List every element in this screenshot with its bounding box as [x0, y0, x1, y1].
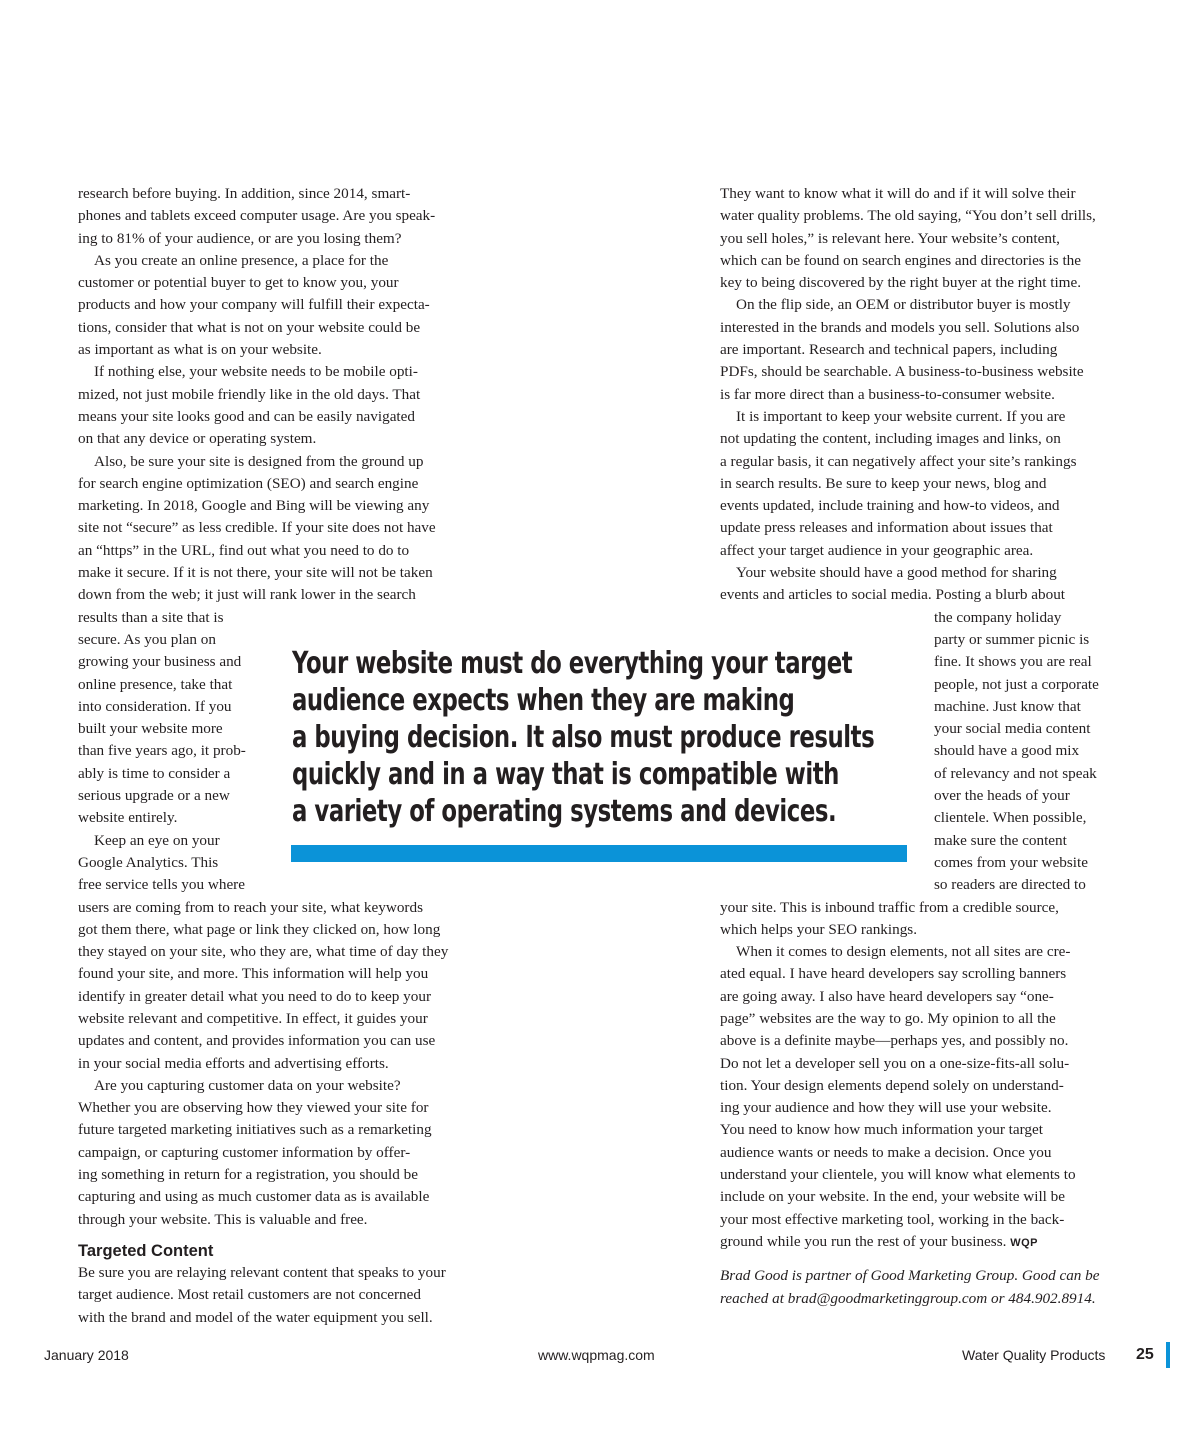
pull-quote: [292, 645, 875, 830]
body-line: Google Analytics. This: [78, 853, 219, 871]
body-line: research before buying. In addition, since 2014, smart-: [78, 185, 411, 202]
body-line: events updated, include training and how-to videos, and: [720, 497, 1060, 515]
body-line: so readers are directed to: [934, 876, 1086, 894]
body-line: PDFs, should be searchable. A business-to-business website: [720, 363, 1084, 381]
bio-line: Brad Good is partner of Good Marketing Group. Good can be: [720, 1267, 1100, 1285]
body-line: which helps your SEO rankings.: [720, 920, 917, 938]
body-line: got them there, what page or link they clicked on, how long: [78, 920, 441, 938]
body-line: over the heads of your: [934, 787, 1070, 805]
body-line-last: [720, 1231, 1130, 1253]
body-line: tion. Your design elements depend solely on understand-: [720, 1076, 1064, 1094]
body-line: ably is time to consider a: [78, 764, 231, 782]
body-line: On the flip side, an OEM or distributor buyer is mostly: [736, 296, 1071, 314]
body-line: your social media content: [934, 720, 1091, 738]
body-line: make it secure. If it is not there, your site will not be taken: [78, 564, 433, 582]
body-line: growing your business and: [78, 653, 242, 671]
body-line: free service tells you where: [78, 876, 245, 894]
body-line: It is important to keep your website current. If you are: [736, 407, 1066, 425]
body-line: down from the web; it just will rank lower in the search: [78, 586, 416, 604]
body-line: results than a site that is: [78, 608, 224, 626]
pull-quote-line: a buying decision. It also must produce results: [292, 720, 875, 755]
body-line: Also, be sure your site is designed from the ground up: [94, 452, 424, 470]
body-line: Are you capturing customer data on your website?: [94, 1076, 401, 1094]
body-line: which can be found on search engines and directories is the: [720, 251, 1081, 269]
body-line: they stayed on your site, who they are, what time of day they: [78, 943, 449, 961]
body-line: with the brand and model of the water equipment you sell.: [78, 1308, 433, 1326]
body-line: of relevancy and not speak: [934, 764, 1097, 782]
body-line: site not “secure” as less credible. If your site does not have: [78, 519, 436, 537]
section-subhead: Targeted Content: [78, 1241, 214, 1260]
page-number: 25: [1136, 1346, 1154, 1363]
body-line: clientele. When possible,: [934, 809, 1087, 827]
body-line: online presence, take that: [78, 675, 233, 693]
footer-url: www.wqpmag.com: [538, 1347, 655, 1363]
body-line: comes from your website: [934, 853, 1088, 871]
end-mark: WQP: [1010, 1236, 1038, 1249]
body-line-text: ground while you run the rest of your business.: [720, 1232, 1007, 1250]
body-line: Be sure you are relaying relevant content that speaks to your: [78, 1263, 446, 1281]
body-line: page” websites are the way to go. My opinion to all the: [720, 1009, 1056, 1027]
body-line: ing something in return for a registration, you should be: [78, 1166, 418, 1184]
body-line: fine. It shows you are real: [934, 653, 1092, 671]
body-line: should have a good mix: [934, 742, 1080, 760]
body-line: your most effective marketing tool, working in the back-: [720, 1210, 1065, 1228]
body-line: updates and content, and provides information you can use: [78, 1032, 436, 1050]
body-line: phones and tablets exceed computer usage. Are you speak-: [78, 207, 436, 225]
body-line: make sure the content: [934, 831, 1067, 849]
body-line: into consideration. If you: [78, 697, 232, 715]
body-line: target audience. Most retail customers are not concerned: [78, 1286, 421, 1304]
body-line: an “https” in the URL, find out what you need to do to: [78, 541, 410, 559]
body-line: ing to 81% of your audience, or are you losing them?: [78, 229, 402, 247]
body-line: the company holiday: [934, 608, 1062, 626]
body-line: Keep an eye on your: [94, 831, 220, 849]
footer-date: January 2018: [44, 1347, 129, 1363]
body-line: in your social media efforts and advertising efforts.: [78, 1054, 389, 1072]
pull-quote-line: Your website must do everything your target: [292, 646, 853, 681]
body-line: As you create an online presence, a place for the: [94, 251, 389, 269]
body-line: capturing and using as much customer data as is available: [78, 1188, 430, 1206]
pull-quote-line: audience expects when they are making: [292, 683, 795, 718]
body-line: You need to know how much information your target: [720, 1121, 1043, 1139]
body-line: a regular basis, it can negatively affect your site’s rankings: [720, 452, 1077, 470]
body-line: audience wants or needs to make a decision. Once you: [720, 1143, 1052, 1161]
bio-line: reached at brad@goodmarketinggroup.com or 484.902.8914.: [720, 1289, 1096, 1307]
author-bio: [720, 1265, 1130, 1310]
body-line: above is a definite maybe—perhaps yes, and possibly no.: [720, 1032, 1069, 1050]
body-line: on that any device or operating system.: [78, 430, 317, 448]
body-line: Do not let a developer sell you on a one-size-fits-all solu-: [720, 1054, 1070, 1072]
footer-magazine-name: Water Quality Products: [962, 1347, 1106, 1363]
body-line: affect your target audience in your geographic area.: [720, 541, 1034, 559]
body-line: They want to know what it will do and if it will solve their: [720, 185, 1076, 202]
body-line: mized, not just mobile friendly like in the old days. That: [78, 385, 421, 403]
body-line: events and articles to social media. Posting a blurb about: [720, 586, 1066, 604]
body-line: If nothing else, your website needs to be mobile opti-: [94, 363, 418, 381]
body-line: not updating the content, including images and links, on: [720, 430, 1061, 448]
body-line: are important. Research and technical papers, including: [720, 341, 1058, 359]
body-line: means your site looks good and can be easily navigated: [78, 407, 415, 425]
body-line: ing your audience and how they will use your website.: [720, 1099, 1052, 1117]
body-line: as important as what is on your website.: [78, 341, 322, 359]
body-line: include on your website. In the end, your website will be: [720, 1188, 1066, 1206]
body-line: through your website. This is valuable and free.: [78, 1210, 368, 1228]
body-line: tions, consider that what is not on your website could be: [78, 318, 421, 336]
body-line: your site. This is inbound traffic from a credible source,: [720, 898, 1059, 916]
body-line: When it comes to design elements, not all sites are cre-: [736, 943, 1071, 961]
body-line: future targeted marketing initiatives such as a remarketing: [78, 1121, 432, 1139]
body-line: found your site, and more. This information will help you: [78, 965, 429, 983]
body-line: in search results. Be sure to keep your news, blog and: [720, 474, 1047, 492]
body-line: update press releases and information about issues that: [720, 519, 1053, 537]
body-line: people, not just a corporate: [934, 675, 1099, 693]
pull-quote-line: a variety of operating systems and devices.: [292, 794, 837, 829]
body-line: key to being discovered by the right buyer at the right time.: [720, 274, 1082, 292]
body-line: customer or potential buyer to get to know you, your: [78, 274, 399, 292]
body-line: is far more direct than a business-to-consumer website.: [720, 385, 1055, 403]
body-line: products and how your company will fulfill their expecta-: [78, 296, 430, 314]
body-line: party or summer picnic is: [934, 630, 1090, 648]
body-line: are going away. I also have heard developers say “one-: [720, 987, 1054, 1005]
body-line: Your website should have a good method for sharing: [736, 564, 1057, 582]
body-line: campaign, or capturing customer information by offer-: [78, 1143, 411, 1161]
body-line: you sell holes,” is relevant here. Your website’s content,: [720, 229, 1060, 247]
body-line: users are coming from to reach your site, what keywords: [78, 898, 423, 916]
body-line: built your website more: [78, 720, 223, 738]
body-line: marketing. In 2018, Google and Bing will be viewing any: [78, 497, 430, 515]
body-line: water quality problems. The old saying, “You don’t sell drills,: [720, 207, 1096, 225]
body-line: interested in the brands and models you sell. Solutions also: [720, 318, 1080, 336]
body-line: machine. Just know that: [934, 697, 1081, 715]
body-line: website relevant and competitive. In effect, it guides your: [78, 1009, 428, 1027]
body-line: understand your clientele, you will know what elements to: [720, 1166, 1076, 1184]
body-line: secure. As you plan on: [78, 630, 216, 648]
footer-accent-bar: [1166, 1342, 1170, 1368]
body-line: serious upgrade or a new: [78, 787, 230, 805]
body-line: for search engine optimization (SEO) and search engine: [78, 474, 419, 492]
pull-quote-rule: [291, 845, 907, 862]
body-line: ated equal. I have heard developers say scrolling banners: [720, 965, 1067, 983]
body-line: website entirely.: [78, 809, 178, 827]
body-line: than five years ago, it prob-: [78, 742, 246, 760]
pull-quote-line: quickly and in a way that is compatible with: [292, 757, 839, 792]
body-line: Whether you are observing how they viewed your site for: [78, 1099, 429, 1117]
body-line: identify in greater detail what you need to do to keep your: [78, 987, 431, 1005]
